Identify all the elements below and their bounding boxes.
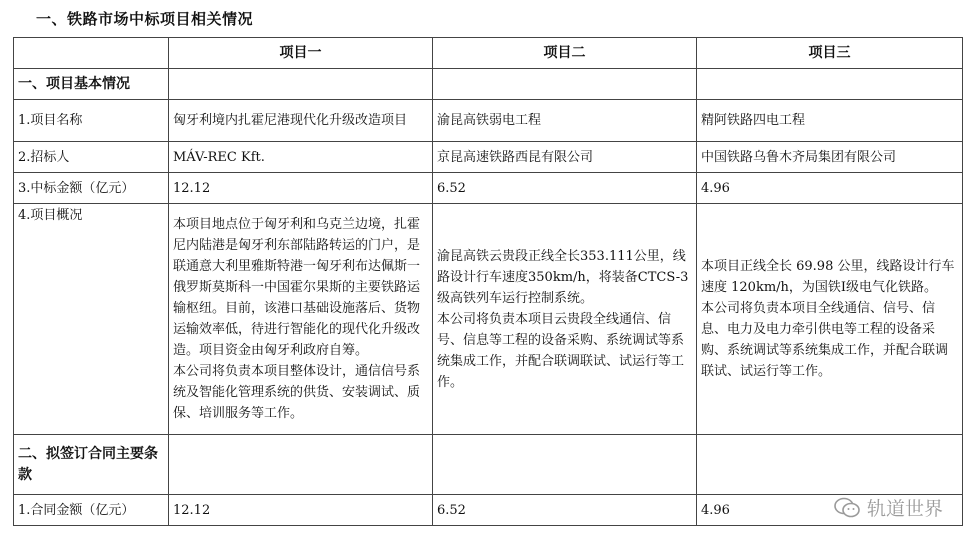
header-row	[14, 38, 963, 69]
header-blank	[14, 38, 169, 69]
overview-project-2	[433, 204, 697, 435]
row-label: 1.合同金额（亿元）	[14, 495, 169, 526]
cell-value: MÁV-REC Kft.	[169, 142, 433, 173]
header-project-1: 项目一	[169, 38, 433, 69]
row-label: 3.中标金额（亿元）	[14, 173, 169, 204]
row-project-name	[14, 100, 963, 142]
overview-paragraph: 渝昆高铁云贵段正线全长353.111公里，线路设计行车速度350km/h，将装备CTCS-3级高铁列车运行控制系统。	[437, 248, 689, 306]
watermark	[833, 494, 943, 521]
overview-paragraph: 本项目正线全长 69.98 公里，线路设计行车速度 120km/h，为国铁Ⅰ级电气化铁路。	[701, 259, 955, 295]
section-row-contract	[14, 435, 963, 495]
overview-paragraph: 本项目地点位于匈牙利和乌克兰边境，扎霍尼内陆港是匈牙利东部陆路转运的门户，是联通意大利里雅斯特港一匈牙利布达佩斯一俄罗斯莫斯科一中国霍尔果斯的主要铁路运输枢纽。目前，该港口基础设施落后、货物运输效率低，待进行智能化的现代化升级改造。项目资金由匈牙利政府自筹。	[173, 217, 421, 358]
section-row-basic	[14, 69, 963, 100]
row-label: 1.项目名称	[14, 100, 169, 142]
cell-value: 渝昆高铁弱电工程	[433, 100, 697, 142]
row-label: 2.招标人	[14, 142, 169, 173]
cell-value: 4.96	[697, 173, 963, 204]
header-project-2: 项目二	[433, 38, 697, 69]
cell-value: 6.52	[433, 495, 697, 526]
cell-value: 京昆高速铁路西昆有限公司	[433, 142, 697, 173]
row-overview	[14, 204, 963, 435]
cell-value: 匈牙利境内扎霍尼港现代化升级改造项目	[169, 100, 433, 142]
cell-value: 6.52	[433, 173, 697, 204]
project-table	[13, 37, 963, 526]
cell-value: 4.96	[697, 495, 963, 526]
row-contract-amount	[14, 495, 963, 526]
header-project-3: 项目三	[697, 38, 963, 69]
overview-paragraph: 本公司将负责本项目整体设计，通信信号系统及智能化管理系统的供货、安装调试、质保、培训服务等工作。	[173, 364, 421, 421]
overview-paragraph: 本公司将负责本项目云贵段全线通信、信号、信息等工程的设备采购、系统调试等系统集成工作，并配合联调联试、试运行等工作。	[437, 311, 685, 390]
overview-paragraph: 本公司将负责本项目全线通信、信号、信息、电力及电力牵引供电等工程的设备采购、系统调试等系统集成工作，并配合联调联试、试运行等工作。	[701, 301, 949, 379]
cell-value: 12.12	[169, 495, 433, 526]
wechat-icon	[833, 496, 861, 520]
cell-value: 精阿铁路四电工程	[697, 100, 963, 142]
row-tenderer	[14, 142, 963, 173]
row-label: 4.项目概况	[14, 204, 169, 435]
watermark-text: 轨道世界	[866, 498, 943, 520]
cell-value: 12.12	[169, 173, 433, 204]
section-basic-label: 一、项目基本情况	[14, 69, 169, 100]
overview-project-3	[697, 204, 963, 435]
cell-value: 中国铁路乌鲁木齐局集团有限公司	[697, 142, 963, 173]
section-contract-label: 二、拟签订合同主要条款	[14, 435, 169, 495]
row-bid-amount	[14, 173, 963, 204]
page-heading: 一、铁路市场中标项目相关情况	[36, 10, 254, 28]
overview-project-1	[169, 204, 433, 435]
